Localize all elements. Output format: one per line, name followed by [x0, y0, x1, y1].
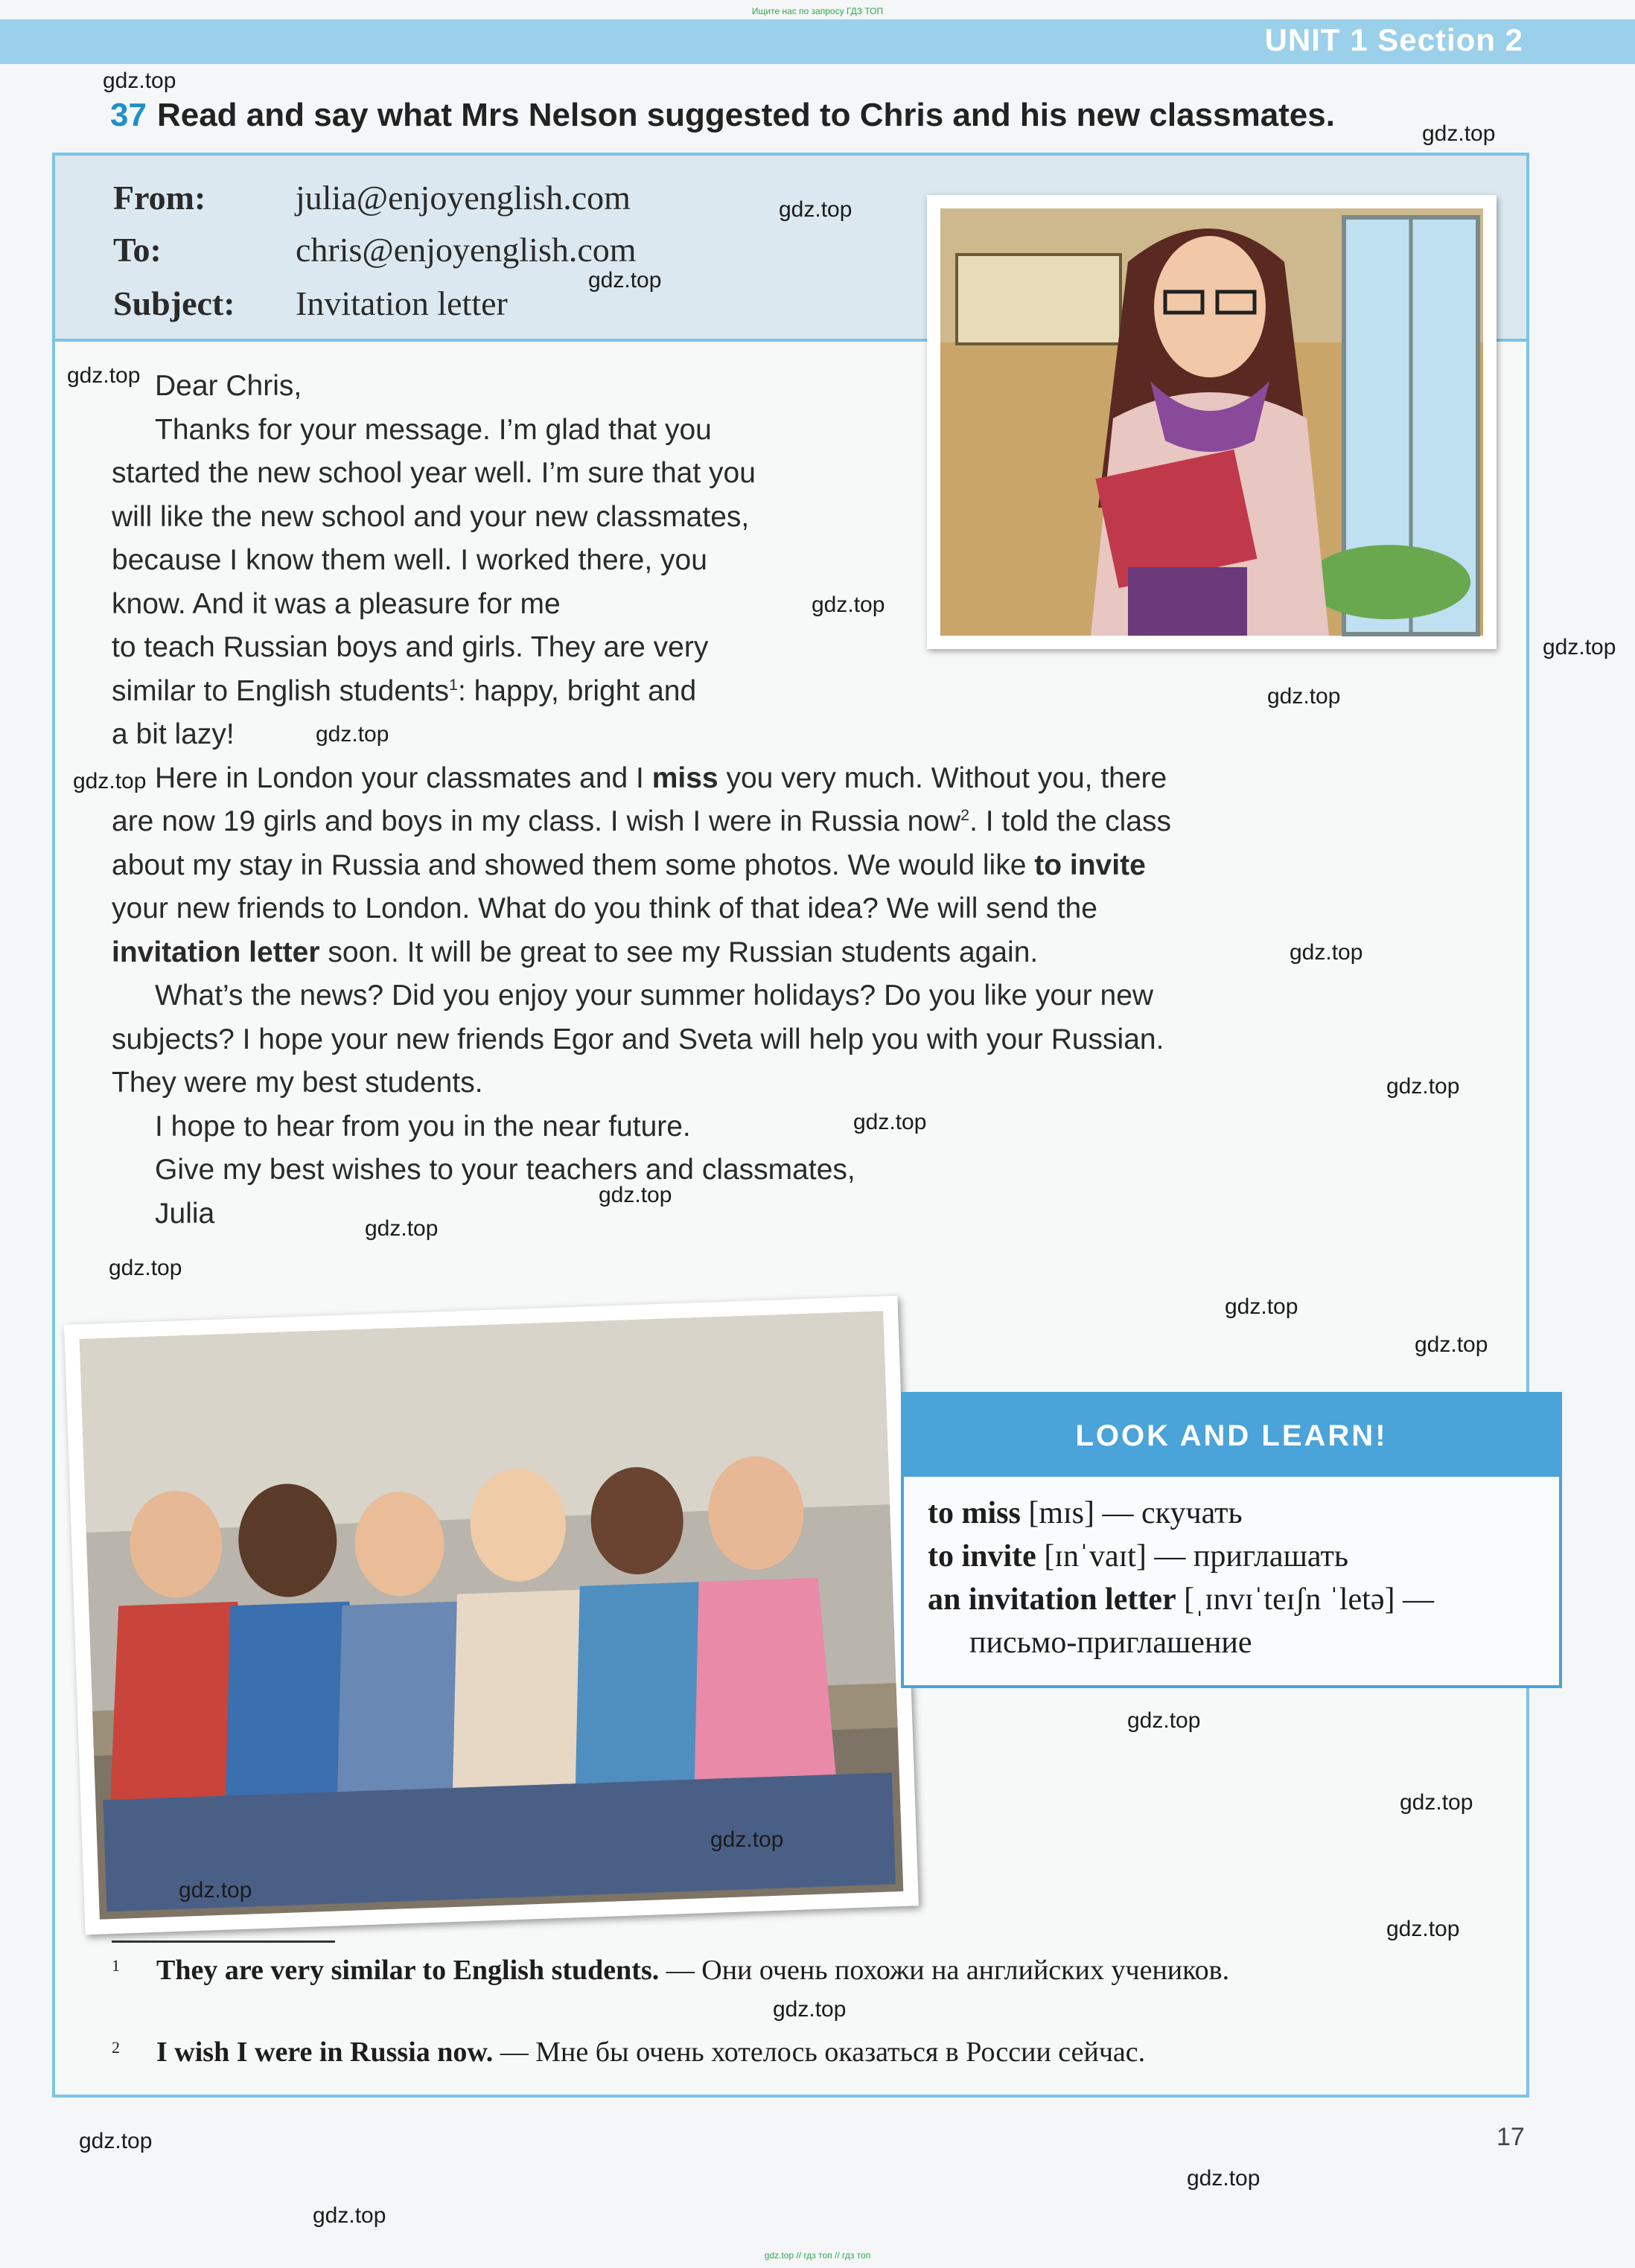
letter-line: because I know them well. I worked there, you — [112, 544, 707, 576]
watermark: gdz.top — [1127, 1708, 1201, 1733]
letter-text: : happy, bright and — [457, 674, 697, 707]
exercise-heading — [110, 97, 1335, 134]
vocab-word: an invitation letter — [928, 1582, 1176, 1617]
students-photo-graphic — [64, 1296, 919, 1935]
vocab-translation: [mɪs] — скучать — [1020, 1496, 1243, 1530]
vocab-translation: [ɪnˈvaɪt] — приглашать — [1036, 1539, 1348, 1574]
footnote-translation: — Они очень похожи на английских учеников. — [659, 1955, 1230, 1986]
watermark: gdz.top — [316, 722, 389, 747]
footnote-1 — [112, 1950, 1489, 1990]
letter-line: started the new school year well. I’m sure that you — [112, 457, 756, 489]
watermark: gdz.top — [109, 1256, 182, 1280]
watermark: gdz.top — [1386, 1074, 1460, 1099]
key-word-miss: miss — [651, 761, 718, 794]
watermark: gdz.top — [1290, 940, 1363, 965]
watermark: gdz.top — [588, 268, 662, 293]
footnote-phrase: They are very similar to English students. — [156, 1955, 660, 1986]
key-word-invitation-letter: invitation letter — [112, 936, 320, 968]
letter-line: I hope to hear from you in the near future. — [155, 1110, 691, 1143]
letter-line — [112, 670, 1377, 714]
exercise-number: 37 — [110, 97, 147, 133]
watermark: gdz.top — [853, 1110, 927, 1134]
from-label: From: — [113, 179, 206, 217]
watermark: gdz.top — [599, 1183, 672, 1207]
footnote-2 — [112, 2032, 1489, 2072]
from-value: julia@enjoyenglish.com — [296, 179, 631, 217]
watermark: gdz.top — [1267, 684, 1341, 709]
watermark: gdz.top — [773, 1997, 847, 2022]
letter-text: soon. It will be great to see my Russian students again. — [319, 936, 1039, 968]
footnote-divider — [112, 1940, 335, 1943]
letter-text: similar to English students — [112, 674, 450, 707]
look-and-learn-title: LOOK AND LEARN! — [904, 1395, 1559, 1477]
letter-line: What’s the news? Did you enjoy your summer holidays? Do you like your new — [155, 980, 1154, 1012]
watermark: gdz.top — [365, 1216, 439, 1241]
letter-text: you very much. Without you, there — [718, 761, 1167, 794]
letter-text: . I told the class — [969, 805, 1172, 837]
watermark: gdz.top — [1386, 1917, 1460, 1941]
vocab-item-invitation-letter — [928, 1582, 1434, 1617]
letter-line: subjects? I hope your new friends Egor and Sveta will help you with your Russian. — [112, 1023, 1164, 1055]
footnote-translation: — Мне бы очень хотелось оказаться в России сейчас. — [493, 2037, 1146, 2068]
footnote-number: 2 — [112, 2038, 120, 2057]
letter-line: your new friends to London. What do you think of that idea? We will send the — [112, 892, 1097, 924]
watermark: gdz.top — [779, 197, 852, 222]
watermark: gdz.top — [1415, 1332, 1488, 1357]
watermark: gdz.top — [103, 68, 176, 93]
letter-body — [112, 365, 1377, 1236]
letter-line: Give my best wishes to your teachers and classmates, — [155, 1154, 855, 1186]
page-number: 17 — [1497, 2123, 1525, 2151]
look-and-learn-box — [901, 1392, 1562, 1688]
watermark: gdz.top — [1422, 121, 1496, 146]
vocab-word: to invite — [928, 1539, 1036, 1574]
letter-line: will like the new school and your new classmates, — [112, 500, 750, 533]
vocab-item-miss — [928, 1495, 1243, 1531]
watermark: gdz.top — [812, 592, 885, 617]
watermark: gdz.top — [1187, 2166, 1260, 2191]
watermark: gdz.top — [313, 2203, 386, 2228]
letter-signature: Julia — [155, 1197, 215, 1230]
exercise-instruction: Read and say what Mrs Nelson suggested to Chris and his new classmates. — [156, 97, 1335, 133]
letter-line: to teach Russian boys and girls. They are very — [112, 631, 709, 663]
watermark: gdz.top — [179, 1878, 252, 1903]
letter-text: are now 19 girls and boys in my class. I wish I were in Russia now — [112, 805, 961, 837]
letter-line — [112, 844, 1377, 888]
letter-text: Here in London your classmates and I — [155, 761, 652, 794]
vocab-item-invite — [928, 1539, 1348, 1574]
subject-value: Invitation letter — [296, 284, 508, 322]
top-banner[interactable]: Ищите нас по запросу ГДЗ ТОП — [751, 6, 884, 16]
watermark: gdz.top — [67, 363, 141, 388]
key-word-invite: to invite — [1034, 849, 1146, 881]
vocab-transcription: [ˌɪnvɪˈteɪʃn ˈletə] — — [1176, 1582, 1434, 1617]
letter-line — [112, 931, 1377, 975]
students-photo — [64, 1296, 919, 1935]
watermark: gdz.top — [73, 769, 147, 793]
letter-line — [112, 757, 1377, 801]
footnote-number: 1 — [112, 1956, 120, 1975]
watermark: gdz.top — [1225, 1294, 1298, 1319]
letter-line: know. And it was a pleasure for me — [112, 587, 561, 620]
vocab-word: to miss — [928, 1496, 1021, 1530]
letter-line: a bit lazy! — [112, 718, 235, 750]
watermark: gdz.top — [79, 2129, 153, 2153]
to-label: To: — [113, 231, 162, 269]
to-value: chris@enjoyenglish.com — [296, 231, 637, 269]
letter-text: about my stay in Russia and showed them some photos. We would like — [112, 849, 1035, 881]
letter-line: Dear Chris, — [155, 370, 302, 402]
watermark: gdz.top — [1543, 635, 1616, 659]
subject-label: Subject: — [113, 284, 235, 322]
footnote-ref: 2 — [960, 806, 970, 824]
footnote-phrase: I wish I were in Russia now. — [156, 2037, 494, 2068]
watermark: gdz.top — [1400, 1790, 1473, 1815]
letter-line: They were my best students. — [112, 1067, 483, 1099]
unit-label: UNIT 1 Section 2 — [1264, 22, 1523, 57]
watermark: gdz.top — [710, 1827, 784, 1852]
letter-line — [112, 800, 1377, 844]
footnote-ref: 1 — [449, 675, 458, 694]
vocab-translation: письмо-приглашение — [969, 1626, 1252, 1660]
letter-line: Thanks for your message. I’m glad that you — [155, 413, 712, 446]
bottom-banner[interactable]: gdz.top // гдз топ // гдз топ — [764, 2250, 871, 2261]
